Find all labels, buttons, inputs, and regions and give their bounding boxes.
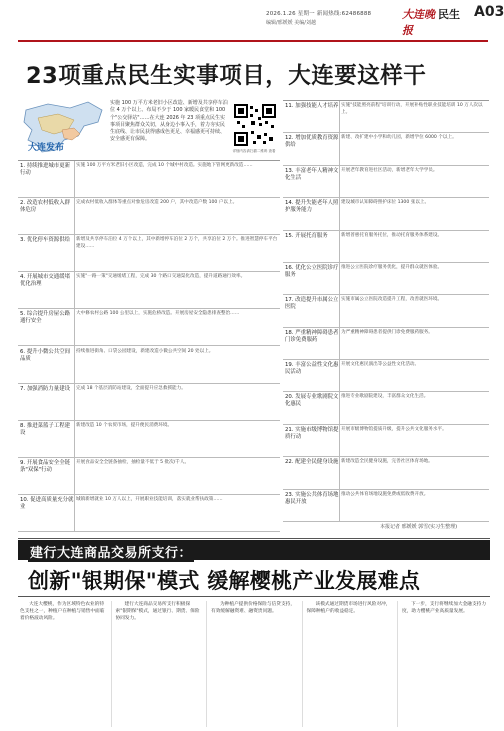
project-row xyxy=(18,235,280,272)
project-name: 16. 优化公立医院诊疗服务 xyxy=(285,264,339,278)
project-name: 1. 持续推进城市更新行动 xyxy=(20,163,70,176)
reporter-credit: 本报记者 邢媛媛 郭雪(实习生整理) xyxy=(380,524,458,530)
column-divider xyxy=(206,601,207,727)
project-row xyxy=(283,133,489,165)
project-description: 新建、改扩建中小学和幼儿园，新增学位 6000 个以上。 xyxy=(341,135,457,141)
project-description: 新建改造全民健身设施，完善社区体育场地。 xyxy=(341,459,433,465)
project-description: 实施"一路一策"交通缓堵工程，完成 30 个路口交通渠化改造，提升道路通行效率。 xyxy=(76,274,246,280)
project-description: 实施"技能照亮前程"培训行动，开展补贴性职业技能培训 10 万人次以上。 xyxy=(341,103,483,115)
project-description: 持续推进街角、口袋公园建设，新建改造小微公共空间 20 处以上。 xyxy=(76,348,214,354)
story-divider xyxy=(18,538,490,539)
project-name: 22. 配建全民健身设施 xyxy=(285,459,339,466)
project-name: 15. 开展托育服务 xyxy=(285,232,328,239)
story-body xyxy=(20,601,488,727)
story-rule xyxy=(18,596,490,597)
project-row xyxy=(283,425,489,457)
project-name: 10. 促进高质量充分就业 xyxy=(20,496,74,510)
project-name: 20. 发展专业歌剧院文化惠民 xyxy=(285,394,339,408)
project-name: 17. 改造提升市属公立医院 xyxy=(285,297,339,311)
story-column: 该模式通过期货市场进行风险对冲，保障种植户的收益稳定。 xyxy=(306,602,391,614)
project-name: 21. 实施市级博物馆提质行动 xyxy=(285,426,339,440)
project-row xyxy=(283,198,489,230)
story-headline: 创新"银期保"模式 缓解樱桃产业发展难点 xyxy=(28,569,421,593)
map-caption: 大连发布 xyxy=(28,143,65,153)
project-description: 实施市属公立医院改造提升工程，改善就医环境。 xyxy=(341,297,443,303)
project-description: 开展文化惠民演出等公益性文化活动。 xyxy=(341,362,420,368)
project-description: 推动公共体育场地设施免费或低收费开放。 xyxy=(341,491,429,497)
project-description: 新增普惠托育服务托位，推动托育服务体系建设。 xyxy=(341,232,443,238)
project-description: 建设城市认知障碍照护床位 1300 张以上。 xyxy=(341,200,430,206)
project-description: 城镇新增就业 10 万人以上，开展职业技能培训，落实就业帮扶政策…… xyxy=(76,496,223,502)
project-row xyxy=(283,263,489,295)
project-name: 19. 丰富公益性文化惠民活动 xyxy=(285,362,339,376)
project-row xyxy=(283,328,489,360)
project-description: 完成农村低收入群体等重点对象危房改造 200 户，其中改造户数 100 户以上。 xyxy=(76,200,238,206)
project-name: 14. 提升失能老年人照护服务能力 xyxy=(285,200,339,214)
project-row xyxy=(18,421,280,458)
project-description: 推进公立医院诊疗服务优化，提升群众就医体验。 xyxy=(341,264,443,270)
header-rule xyxy=(18,40,488,42)
project-description: 新建改造 10 个农贸市场，提升便民消费环境。 xyxy=(76,422,173,428)
story-column: 下一步，支行将继续加大金融支持力度，助力樱桃产业高质量发展。 xyxy=(402,602,487,614)
project-description: 实施 100 万平方米老旧小区改造，完成 10 个城中村改造。实施地下管网更新改造…… xyxy=(76,163,253,168)
story-column: 大连大樱桃，作为区域特色农业的特色支柱之一，种植户在种植与销售中面临着价格波动风险。 xyxy=(20,602,105,621)
story-kicker: 建行大连商品交易所支行： xyxy=(28,541,194,562)
story-column: 为种植户提供价格保险与信贷支持，有效缓解融资难、融资贵问题。 xyxy=(211,602,296,614)
project-name: 6. 提升小微公共空间品质 xyxy=(20,348,70,362)
project-row xyxy=(18,495,280,532)
project-row xyxy=(18,384,280,421)
project-row xyxy=(18,347,280,384)
masthead-logo: 大连晚报 xyxy=(402,8,435,37)
project-name: 12. 增加优质教育资源供给 xyxy=(285,135,339,149)
column-divider xyxy=(397,601,398,727)
page-header xyxy=(0,0,504,40)
project-name: 18. 严重精神障碍患者门诊免费服药 xyxy=(285,329,339,343)
project-name: 11. 加强技能人才培养 xyxy=(285,103,339,109)
section-label: 民生 xyxy=(438,8,460,21)
project-name: 13. 丰富老年人精神文化生活 xyxy=(285,167,339,181)
project-description: 开展食品安全全链条抽检，抽检量不低于 5 批次/千人。 xyxy=(76,459,190,465)
project-row xyxy=(283,457,489,489)
project-row xyxy=(18,161,280,198)
project-name: 2. 改造农村低收入群体危房 xyxy=(20,200,70,214)
project-description: 开展老年教育进社区活动，新增老年大学学员。 xyxy=(341,167,438,173)
project-row xyxy=(283,101,489,133)
project-row xyxy=(283,231,489,263)
project-table-left xyxy=(18,160,280,531)
project-row xyxy=(18,272,280,309)
project-description: 开展市级博物馆提质升级，提升公共文化服务水平。 xyxy=(341,426,447,432)
project-row xyxy=(283,360,489,392)
project-table-right xyxy=(283,100,489,521)
editors-credit: 编辑/邢媛媛 美编/刘越 xyxy=(266,20,316,26)
project-row xyxy=(18,198,280,235)
column-divider xyxy=(302,601,303,727)
project-name: 5. 综合提升房屋公路通行安全 xyxy=(20,311,70,325)
project-row xyxy=(283,392,489,424)
project-row xyxy=(283,295,489,327)
main-headline: 23项重点民生实事项目，大连要这样干 xyxy=(26,63,427,89)
qr-caption: 详细内容请扫描二维码 查看 xyxy=(232,149,276,153)
project-description: 大中修农村公路 100 公里以上，实施危桥改造。开展房屋安全隐患排查整治…… xyxy=(76,311,240,317)
project-name: 9. 开展食品安全全链条"双保"行动 xyxy=(20,459,70,473)
project-name: 23. 实施公共体育场地惠民开放 xyxy=(285,491,339,505)
project-description: 新增及共享停车泊位 4 万个以上，其中新增停车泊位 2 万个，共享泊位 2 万个。推进智慧停车平台建设…… xyxy=(76,237,278,249)
issue-date: 2026.1.26 星期一 新闻热线:62486888 xyxy=(266,11,372,17)
project-name: 8. 推进菜篮子工程建设 xyxy=(20,422,70,436)
page-code: A03 xyxy=(474,4,504,20)
project-row xyxy=(283,166,489,198)
project-name: 7. 加强消防力量建设 xyxy=(20,385,70,392)
qr-code-icon[interactable] xyxy=(233,103,277,147)
project-row xyxy=(18,458,280,495)
project-description: 完成 18 个基层消防站建设，全面提升应急救援能力。 xyxy=(76,385,186,391)
project-description: 为严重精神障碍患者提供门诊免费服药服务。 xyxy=(341,329,433,335)
story-column: 建行大连商品交易所支行积极探索"银期保"模式，通过银行、期货、保险协同发力。 xyxy=(115,602,200,621)
project-row xyxy=(283,490,489,522)
project-description: 推进专业歌剧院建设，丰富群众文化生活。 xyxy=(341,394,429,400)
project-name: 4. 开展城市交通缓堵优化治理 xyxy=(20,274,70,288)
intro-paragraph: 实施 100 万平方米老旧小区改造、新增及共享停车泊位 4 万个以上、布局不少于 100 家暖民食堂和 100 个"公交驿站"……在大连 2026 年 23 项重点民生实事项目聚焦群众关切，从身边小事入手，着力夯实民生底线、让市民获得感成色更足、幸福感更可持续、安全感更有保障。 xyxy=(110,100,228,143)
project-name: 3. 优化停车资源供给 xyxy=(20,237,70,244)
column-divider xyxy=(111,601,112,727)
project-row xyxy=(18,309,280,346)
